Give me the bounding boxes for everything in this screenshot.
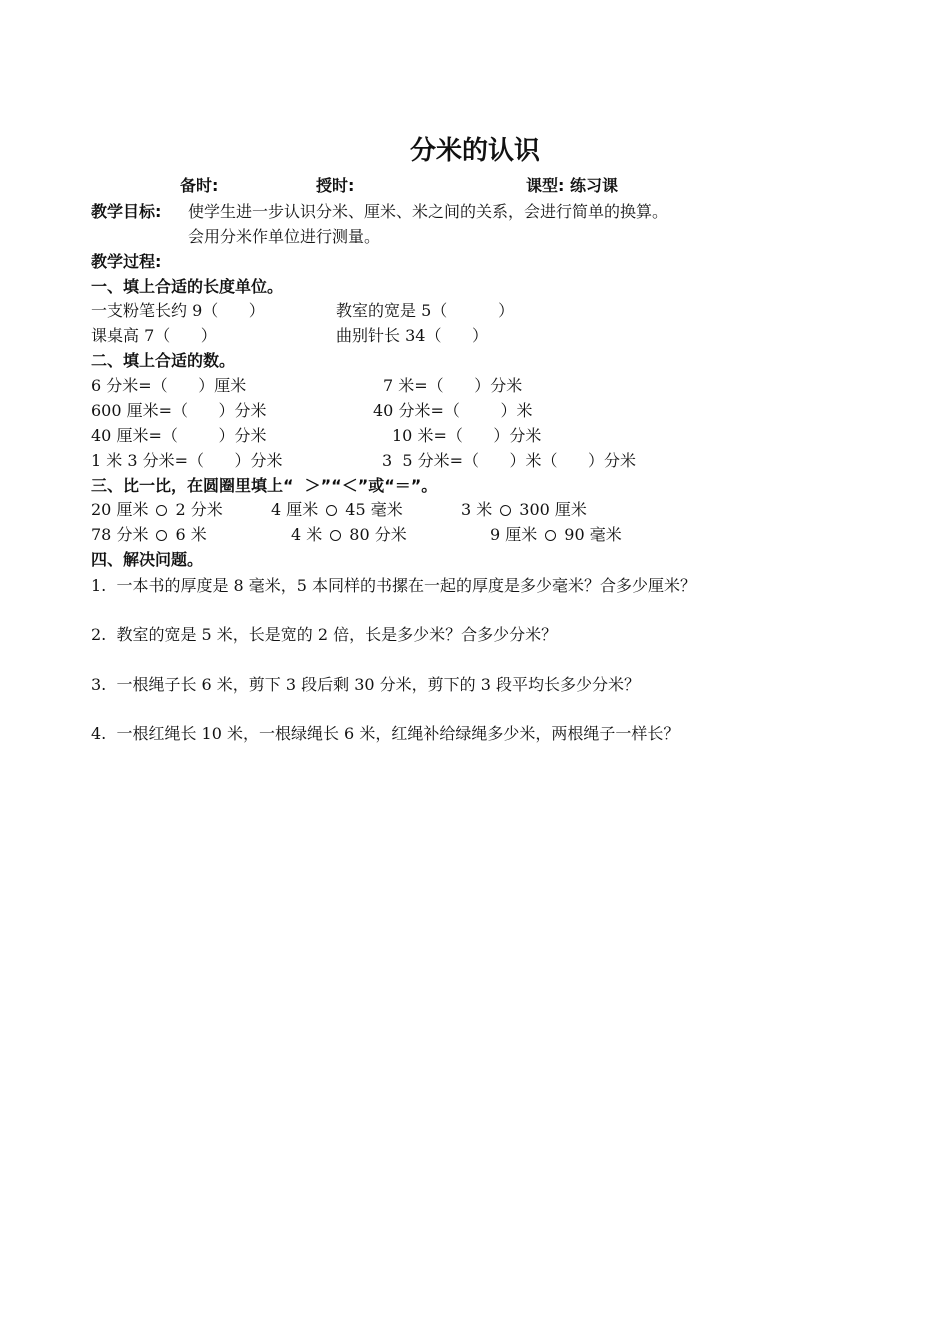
s2-item: 600 厘米=（ ）分米: [91, 401, 267, 420]
s2-item: 7 米=（ ）分米: [383, 376, 523, 395]
s3-compare-item: [91, 525, 207, 545]
compare-circle-icon: [500, 505, 511, 516]
s3-compare-item: [271, 500, 403, 520]
s3-compare-item: [291, 525, 407, 545]
section-1-heading: 一、填上合适的长度单位。: [91, 277, 284, 296]
compare-circle-icon: [326, 505, 337, 516]
s3-compare-item: [91, 500, 223, 520]
section-3-heading: 三、比一比，在圆圈里填上“ ＞”“＜”或“＝”。: [91, 476, 438, 495]
s3-left-value: 4 厘米: [271, 500, 319, 519]
problem-item: 1. 一本书的厚度是 8 毫米，5 本同样的书摞在一起的厚度是多少毫米？合多少厘米？: [91, 576, 697, 595]
process-label: 教学过程:: [91, 252, 162, 271]
s3-right-value: 2 分米: [175, 500, 223, 519]
s1-item-chalk: 一支粉笔长约 9（ ）: [91, 301, 265, 320]
s3-compare-item: [490, 525, 622, 545]
objective-line-1: 使学生进一步认识分米、厘米、米之间的关系，会进行简单的换算。: [188, 202, 669, 221]
s3-right-value: 6 米: [175, 525, 207, 544]
page-title: 分米的认识: [409, 136, 540, 166]
s2-item: 6 分米=（ ）厘米: [91, 376, 247, 395]
s2-item: 1 米 3 分米=（ ）分米: [91, 451, 283, 470]
prep-time-label: 备时:: [180, 176, 219, 195]
problem-item: 2. 教室的宽是 5 米，长是宽的 2 倍，长是多少米？合多少分米？: [91, 625, 558, 644]
compare-circle-icon: [156, 530, 167, 541]
objective-line-2: 会用分米作单位进行测量。: [188, 227, 381, 246]
s3-left-value: 4 米: [291, 525, 323, 544]
section-2-heading: 二、填上合适的数。: [91, 351, 236, 370]
s3-left-value: 20 厘米: [91, 500, 149, 519]
s3-right-value: 80 分米: [349, 525, 407, 544]
s2-item: 10 米=（ ）分米: [392, 426, 542, 445]
s3-left-value: 9 厘米: [490, 525, 538, 544]
s3-compare-item: [461, 500, 587, 520]
problem-item: 4. 一根红绳长 10 米，一根绿绳长 6 米，红绳补给绿绳多少米，两根绳子一样长？: [91, 724, 680, 743]
section-4-heading: 四、解决问题。: [91, 550, 204, 569]
problem-item: 3. 一根绳子长 6 米，剪下 3 段后剩 30 分米，剪下的 3 段平均长多少分米？: [91, 675, 641, 694]
compare-circle-icon: [156, 505, 167, 516]
compare-circle-icon: [545, 530, 556, 541]
teach-time-label: 授时:: [316, 176, 355, 195]
s3-right-value: 300 厘米: [519, 500, 587, 519]
s3-left-value: 3 米: [461, 500, 493, 519]
s1-item-desk-height: 课桌高 7（ ）: [91, 326, 217, 345]
objectives-label: 教学目标:: [91, 202, 162, 221]
s3-left-value: 78 分米: [91, 525, 149, 544]
lesson-type-label: 课型: 练习课: [526, 176, 618, 195]
s3-right-value: 90 毫米: [564, 525, 622, 544]
s3-right-value: 45 毫米: [345, 500, 403, 519]
s2-item: 40 厘米=（ ）分米: [91, 426, 267, 445]
s1-item-paperclip: 曲别针长 34（ ）: [336, 326, 488, 345]
compare-circle-icon: [330, 530, 341, 541]
s2-item: 40 分米=（ ）米: [373, 401, 533, 420]
s2-item: 3 5 分米=（ ）米（ ）分米: [382, 451, 637, 470]
s1-item-classroom-width: 教室的宽是 5（ ）: [336, 301, 515, 320]
